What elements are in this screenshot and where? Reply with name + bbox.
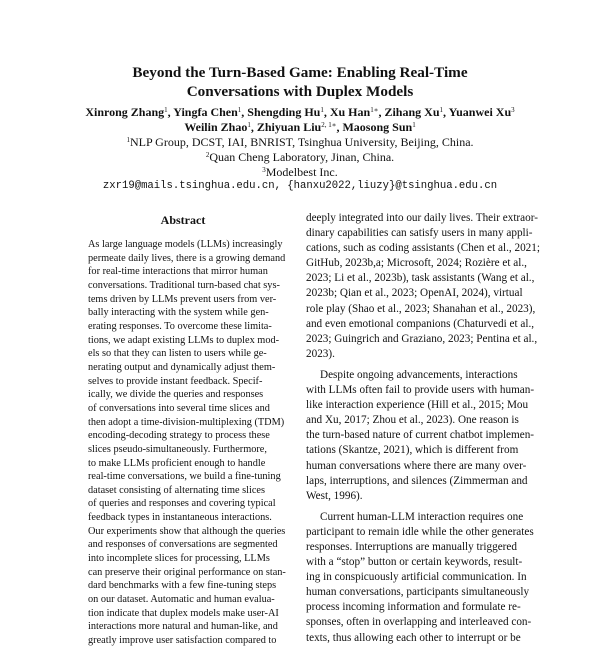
intro-line: human conversations where there are many over- — [306, 459, 527, 472]
intro-line: 2023; Li et al., 2023b), task assistants (Wang et al., — [306, 272, 535, 285]
intro-line: cations, such as coding assistants (Chen et al., 2021; — [306, 242, 540, 255]
author-list-line-1: Xinrong Zhang$^1$, Yingfa Chen$^1$, Shengding Hu$^1$, Xu Han$^{1∗}$, Zihang Xu$^1$, Yuanwei Xu$^3$ — [85, 105, 515, 119]
author-affil-mark: 1 — [164, 106, 168, 114]
abstract-line: bally interacting with the system while gen- — [88, 307, 269, 319]
abstract-line: conversations. Traditional turn-based chat sys- — [88, 279, 280, 291]
affiliation-3 — [40, 165, 560, 180]
intro-line: 2023; Guingrich and Graziano, 2023; Pentina et al., — [306, 332, 538, 345]
affil-mark: 2 — [205, 151, 210, 159]
abstract-line: and responses of conversations are segmented — [88, 539, 278, 551]
abstract-line: selves to provide instant feedback. Specif- — [88, 375, 263, 387]
author-affil-mark: 1 — [439, 106, 443, 114]
abstract-line: nerating output and dynamically adjust them- — [88, 361, 276, 373]
intro-line: human conversations, participants simultaneously — [306, 586, 530, 599]
affil-text: Quan Cheng Laboratory, Jinan, China. — [209, 150, 395, 164]
author-name: Xu Han — [329, 105, 371, 119]
abstract-line: ically, we divide the queries and responses — [88, 389, 264, 401]
abstract-line: els so that they can listen to users while ge- — [88, 348, 267, 360]
author-affil-mark: 1∗ — [370, 106, 379, 114]
abstract-line: permeate daily lives, there is a growing demand — [88, 252, 286, 264]
abstract-line: Our experiments show that although the queries — [88, 525, 286, 537]
abstract-line: into incomplete slices for processing, LLMs — [88, 553, 270, 565]
abstract-line: dard benchmarks with a few fine-tuning steps — [88, 580, 277, 592]
abstract-body — [88, 238, 286, 648]
intro-line: process incoming information and formulate re- — [306, 601, 521, 614]
intro-line: sponses, often in overlapping and interleaved con- — [306, 616, 532, 629]
intro-line: with a “stop” button or certain keywords, result- — [306, 556, 523, 569]
author-affil-mark: 1 — [320, 106, 324, 114]
intro-line: responses. Interruptions are manually triggered — [306, 540, 517, 553]
intro-line: Current human-LLM interaction requires one — [320, 510, 524, 523]
paper-title-line-1: Beyond the Turn-Based Game: Enabling Real-Time — [132, 64, 468, 81]
abstract-line: slices pseudo-simultaneously. Furthermore, — [88, 443, 267, 455]
abstract-line: erating responses. To overcome these limita- — [88, 320, 272, 332]
abstract-line: can preserve their original performance on stan- — [88, 566, 286, 578]
abstract-line: encoding-decoding strategy to process these — [88, 430, 270, 442]
affil-text: NLP Group, DCST, IAI, BNRIST, Tsinghua University, Beijing, China. — [129, 135, 474, 149]
abstract-line: on our dataset. Automatic and human evalua- — [88, 594, 275, 606]
author-affil-mark: 1 — [412, 121, 416, 129]
abstract-line: As large language models (LLMs) increasingly — [88, 239, 283, 250]
affiliation-2 — [40, 150, 560, 165]
author-affil-mark: 1 — [247, 121, 251, 129]
intro-line: 2023). — [306, 347, 335, 360]
author-affil-mark: 1 — [237, 106, 242, 114]
author-name: Shengding Hu — [247, 105, 321, 119]
intro-line: 2023b; Qian et al., 2023; OpenAI, 2024), virtual — [306, 287, 523, 300]
abstract-line: interactions more natural and human-like, and — [88, 621, 278, 633]
abstract-line: tems driven by LLMs prevent users from ver- — [88, 293, 277, 305]
intro-line: tations (Skantze, 2021), which is different from — [306, 444, 519, 457]
intro-line: the turn-based nature of current chatbot implemen- — [306, 429, 535, 442]
abstract-line: dataset consisting of alternating time slices — [88, 484, 266, 496]
abstract-line: feedback types in instantaneous interactions. — [88, 512, 272, 524]
abstract-line: greatly improve user satisfaction compared to — [88, 635, 277, 647]
intro-line: dinary capabilities can satisfy users in many appli- — [306, 227, 533, 240]
affil-mark: 3 — [262, 166, 266, 174]
abstract-line: real-time conversations, we build a fine-tuning — [88, 471, 281, 483]
abstract-line: of conversations into several time slices and — [88, 402, 270, 414]
author-name: Yingfa Chen — [173, 105, 238, 119]
intro-line: GitHub, 2023b,a; Microsoft, 2024; Rozière et al., — [306, 257, 527, 270]
intro-line: like interaction experience (Hill et al., 2015; Mou — [306, 399, 529, 412]
intro-line: deeply integrated into our daily lives. Their extraor- — [306, 212, 538, 224]
intro-line: texts, thus allowing each other to interrupt or be — [306, 631, 521, 644]
intro-line: role play (Shao et al., 2023; Shanahan et al., 2023), — [306, 302, 536, 315]
author-name: Zihang Xu — [384, 105, 440, 119]
author-list-line-2: Weilin Zhao$^1$, Zhiyuan Liu$^{2, 1∗}$, Maosong Sun$^1$ — [184, 120, 416, 134]
paper-title-line-2: Conversations with Duplex Models — [186, 83, 414, 100]
affil-mark: 1 — [126, 136, 130, 144]
author-affil-mark: 2, 1∗ — [321, 121, 337, 129]
abstract-line: for real-time interactions that mirror human — [88, 266, 268, 278]
abstract-line: tion indicate that duplex models make user-AI — [88, 607, 279, 619]
author-name: Weilin Zhao — [184, 120, 248, 134]
author-emails: zxr19@mails.tsinghua.edu.cn, {hanxu2022,liuzy}@tsinghua.edu.cn — [102, 180, 498, 192]
intro-line: and Xu, 2017; Zhou et al., 2023). One reason is — [306, 414, 519, 427]
author-name: Maosong Sun — [342, 120, 413, 134]
intro-line: with LLMs often fail to provide users with human- — [306, 384, 535, 397]
author-name: Xinrong Zhang — [85, 105, 165, 119]
abstract-line: of queries and responses and covering typical — [88, 498, 276, 510]
author-name: Yuanwei Xu — [448, 105, 512, 119]
affiliation-1 — [40, 135, 560, 150]
abstract-line: tions, we adapt existing LLMs to duplex mod- — [88, 334, 280, 346]
abstract-line: then adopt a time-division-multiplexing (TDM) — [88, 416, 285, 428]
author-name: Zhiyuan Liu — [256, 120, 322, 134]
intro-line: ing in conspicuously artificial communication. In — [306, 571, 527, 584]
intro-line: laps, interruptions, and silences (Zimmerman and — [306, 474, 528, 487]
intro-line: Despite ongoing advancements, interactions — [320, 368, 518, 381]
intro-column — [306, 211, 540, 646]
author-affil-mark: 3 — [511, 106, 515, 114]
abstract-line: to make LLMs proficient enough to handle — [88, 457, 266, 469]
abstract-heading: Abstract — [160, 213, 206, 227]
affil-text: Modelbest Inc. — [265, 165, 338, 179]
intro-line: West, 1996). — [306, 489, 363, 502]
intro-line: participant to remain idle while the other generates — [306, 525, 534, 538]
intro-line: and even emotional companions (Chaturvedi et al., — [306, 317, 535, 330]
